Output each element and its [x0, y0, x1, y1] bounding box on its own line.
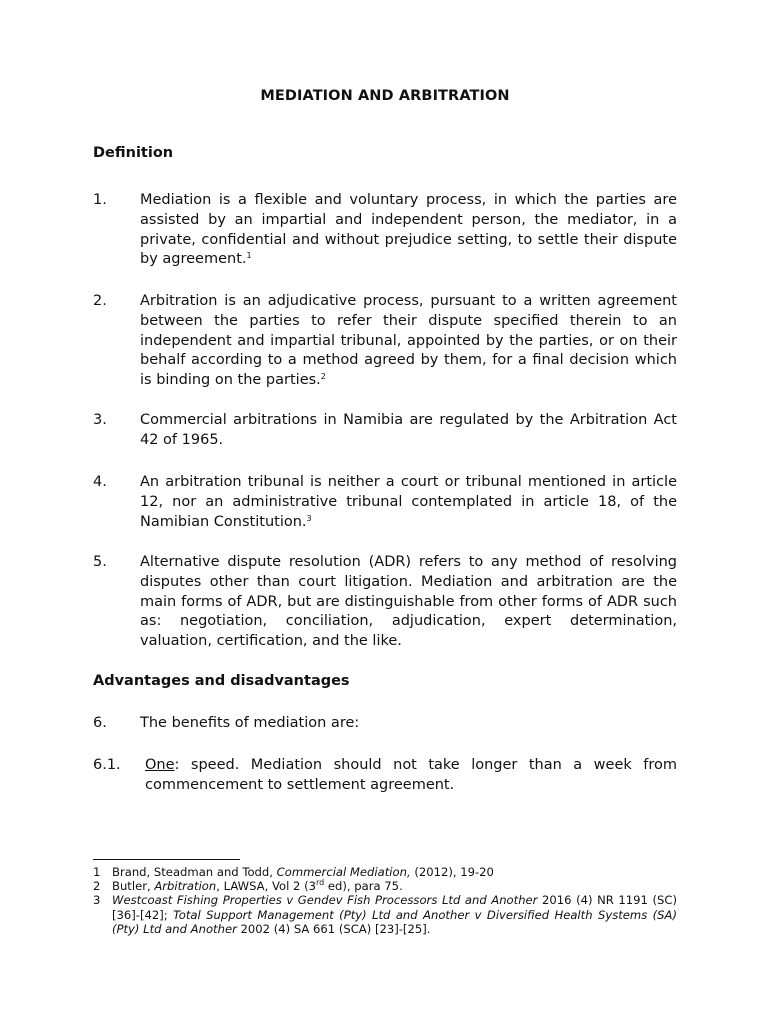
footnote-ref[interactable]: 2 [320, 372, 326, 382]
document-title: MEDIATION AND ARBITRATION [260, 88, 510, 104]
paragraph-text: Commercial arbitrations in Namibia are regulated by the Arbitration Act 42 of 1965. [140, 412, 677, 448]
paragraph-5 [93, 553, 677, 652]
paragraph-text: Mediation is a flexible and voluntary process, in which the parties are assisted by an impartial and independent person, the mediator, in a private, confidential and without prejudice setting, to settle their dispute by agreement.$^1$ [140, 192, 677, 268]
paragraph-number: 3. [93, 412, 107, 428]
footnote-3 [93, 893, 677, 937]
paragraph-1 [93, 191, 677, 270]
paragraph-text: Arbitration is an adjudicative process, pursuant to a written agreement between the parties to refer their dispute specified therein to an independent and impartial tribunal, appointed by the parties, or on their behalf according to a method agreed by them, for a final decision which is binding on the parties.$^2$ [140, 293, 677, 389]
footnote-2 [93, 879, 677, 894]
footnote-number: 1 [93, 865, 101, 879]
footnote-text: Brand, Steadman and Todd, Commercial Mediation, (2012), 19-20 [112, 865, 494, 879]
paragraph-text: An arbitration tribunal is neither a court or tribunal mentioned in article 12, nor an administrative tribunal contemplated in article 18, of the Namibian Constitution.$^3$ [140, 474, 677, 530]
paragraph-text: The benefits of mediation are: [140, 715, 360, 731]
footnote-ref[interactable]: 1 [246, 251, 252, 261]
underlined-lead: One [145, 757, 175, 773]
paragraph-number: 4. [93, 474, 107, 490]
heading-advantages: Advantages and disadvantages [93, 673, 350, 689]
heading-definition: Definition [93, 145, 174, 161]
paragraph-number: 1. [93, 192, 107, 208]
paragraph-number: 6. [93, 715, 107, 731]
paragraph-6-1 [93, 756, 677, 796]
paragraph-4 [93, 473, 677, 532]
paragraph-3 [93, 411, 677, 451]
paragraph-text: One: speed. Mediation should not take longer than a week from commencement to settlement agreement. [145, 757, 677, 793]
footnote-number: 2 [93, 879, 101, 893]
footnote-text: Butler, Arbitration, LAWSA, Vol 2 (3rd ed), para 75. [112, 878, 403, 893]
footnote-ref[interactable]: 3 [306, 513, 312, 523]
footnote-separator [93, 859, 240, 860]
paragraph-6 [93, 714, 677, 734]
footnote-number: 3 [93, 893, 101, 907]
paragraph-number: 6.1. [93, 757, 121, 773]
paragraph-number: 5. [93, 554, 107, 570]
paragraph-2 [93, 292, 677, 391]
footnote-1 [93, 865, 677, 880]
paragraph-number: 2. [93, 293, 107, 309]
footnote-text: Westcoast Fishing Properties v Gendev Fish Processors Ltd and Another 2016 (4) NR 1191 (SC) [36]-[42]; Total Support Management (Pty) Ltd and Another v Diversified Health Systems (SA) (Pty) Ltd and Another 2002 (4) SA 661 (SCA) [23]-[25]. [112, 893, 678, 936]
paragraph-text: Alternative dispute resolution (ADR) refers to any method of resolving disputes other than court litigation. Mediation and arbitration are the main forms of ADR, but are distinguishable from other forms of ADR such as: negotiation, conciliation, adjudication, expert determination, valuation, certification, and the like. [140, 554, 677, 650]
